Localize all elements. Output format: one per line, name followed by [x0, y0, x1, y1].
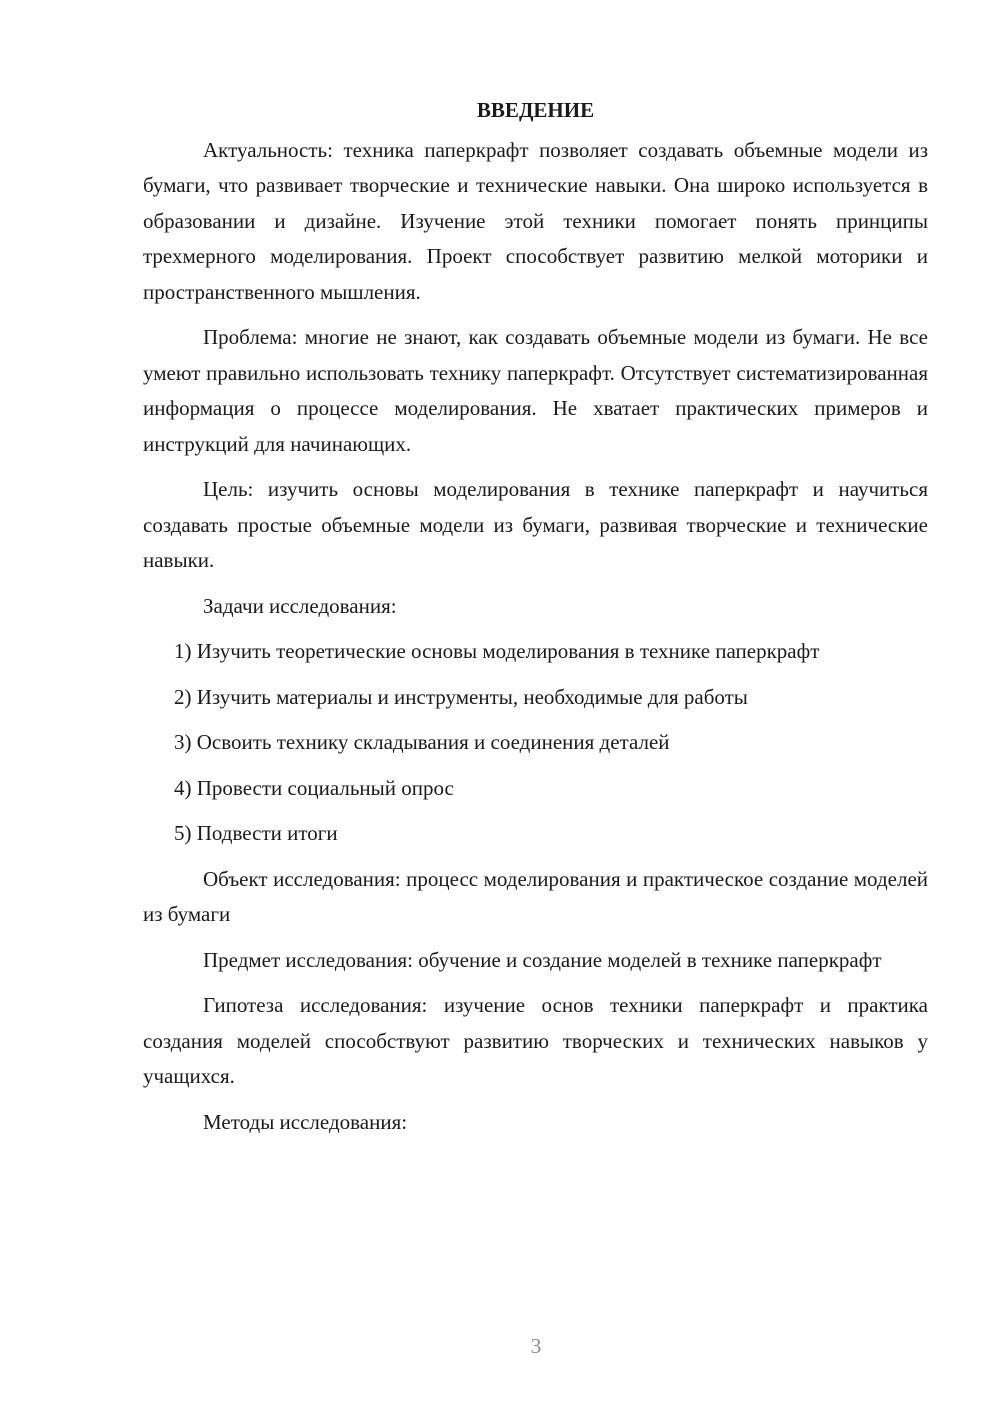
task-item-1: 1) Изучить теоретические основы моделирования в технике паперкрафт	[174, 639, 820, 663]
paragraph-object: Объект исследования: процесс моделирования и практическое создание моделей из бумаги	[143, 866, 928, 926]
page-content	[143, 93, 928, 1150]
task-item-5: 5) Подвести итоги	[174, 821, 338, 845]
paragraph-hypothesis: Гипотеза исследования: изучение основ техники паперкрафт и практика создания моделей способствуют развитию творческих и технических навыков у учащихся.	[143, 993, 928, 1088]
paragraph-problem: Проблема: многие не знают, как создавать объемные модели из бумаги. Не все умеют правильно использовать технику паперкрафт. Отсутствует систематизированная информация о процессе моделирования. Не хватает практических примеров и инструкций для начинающих.	[143, 325, 928, 456]
paragraph-methods: Методы исследования:	[203, 1109, 408, 1134]
paragraph-goal: Цель: изучить основы моделирования в технике паперкрафт и научиться создавать простые объемные модели из бумаги, развивая творческие и технические навыки.	[143, 477, 928, 572]
task-item-2: 2) Изучить материалы и инструменты, необходимые для работы	[174, 684, 748, 709]
task-item-4: 4) Провести социальный опрос	[174, 775, 454, 800]
paragraph-subject: Предмет исследования: обучение и создание моделей в технике паперкрафт	[203, 947, 882, 972]
paragraph-tasks-heading: Задачи исследования:	[203, 593, 397, 618]
paragraph-relevance: Актуальность: техника паперкрафт позволяет создавать объемные модели из бумаги, что развивает творческие и технические навыки. Она широко используется в образовании и дизайне. Изучение этой техники помогает понять принципы трехмерного моделирования. Проект способствует развитию мелкой моторики и пространственного мышления.	[143, 137, 928, 304]
page-number: 3	[530, 1334, 542, 1358]
section-heading: ВВЕДЕНИЕ	[476, 98, 595, 122]
task-item-3: 3) Освоить технику складывания и соединения деталей	[174, 730, 670, 754]
